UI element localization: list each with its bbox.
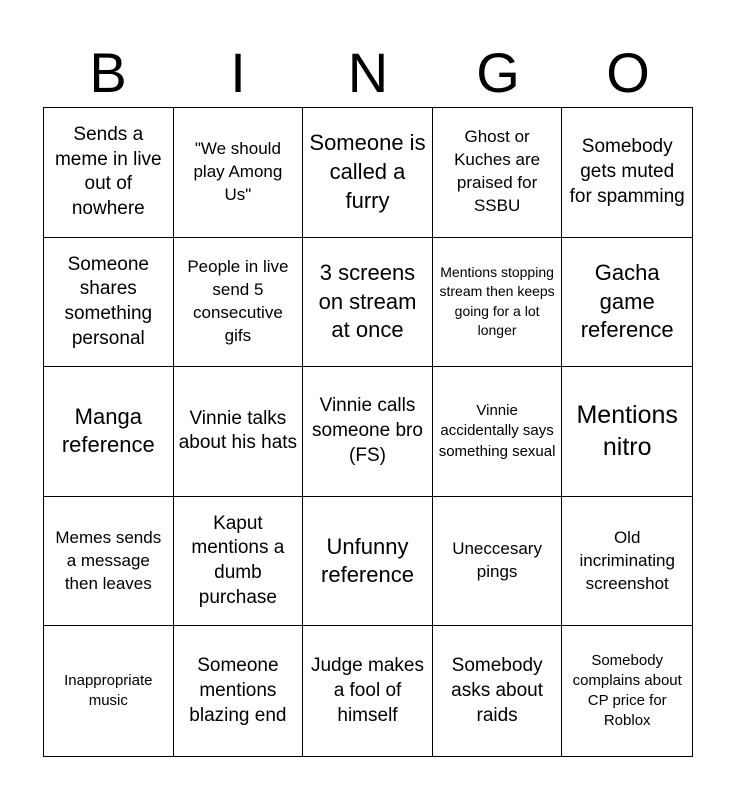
- bingo-cell[interactable]: Vinnie talks about his hats: [174, 367, 304, 497]
- header-letter-i: I: [230, 41, 246, 104]
- header-letter-g: G: [476, 41, 520, 104]
- bingo-header: [43, 40, 693, 106]
- bingo-cell[interactable]: Someone is called a furry: [303, 108, 433, 238]
- bingo-cell[interactable]: Vinnie calls someone bro (FS): [303, 367, 433, 497]
- bingo-cell[interactable]: Manga reference: [44, 367, 174, 497]
- bingo-cell[interactable]: Mentions nitro: [562, 367, 692, 497]
- bingo-cell[interactable]: Somebody complains about CP price for Roblox: [572, 651, 682, 730]
- bingo-cell[interactable]: Someone shares something personal: [44, 238, 174, 368]
- bingo-cell[interactable]: People in live send 5 consecutive gifs: [174, 238, 304, 368]
- bingo-cell[interactable]: Old incriminating screenshot: [562, 497, 692, 627]
- bingo-cell[interactable]: 3 screens on stream at once: [303, 238, 433, 368]
- header-letter-b: B: [89, 41, 127, 104]
- bingo-cell[interactable]: Gacha game reference: [562, 238, 692, 368]
- bingo-cell[interactable]: Judge makes a fool of himself: [303, 626, 433, 756]
- bingo-cell[interactable]: Somebody gets muted for spamming: [562, 108, 692, 238]
- bingo-cell[interactable]: Mentions stopping stream then keeps going for a lot longer: [433, 238, 563, 368]
- bingo-cell[interactable]: Inappropriate music: [44, 626, 174, 756]
- bingo-cell[interactable]: "We should play Among Us": [174, 108, 304, 238]
- header-letter-o: O: [606, 41, 650, 104]
- bingo-cell[interactable]: Kaput mentions a dumb purchase: [174, 497, 304, 627]
- header-letter-n: N: [347, 41, 389, 104]
- bingo-cell[interactable]: Memes sends a message then leaves: [44, 497, 174, 627]
- bingo-cell[interactable]: Vinnie accidentally says something sexual: [433, 367, 563, 497]
- bingo-cell[interactable]: Sends a meme in live out of nowhere: [44, 108, 174, 238]
- bingo-cell[interactable]: Ghost or Kuches are praised for SSBU: [433, 108, 563, 238]
- bingo-cell[interactable]: Unfunny reference: [303, 497, 433, 627]
- bingo-cell[interactable]: Uneccesary pings: [433, 497, 563, 627]
- bingo-cell[interactable]: Someone mentions blazing end: [174, 626, 304, 756]
- bingo-cell[interactable]: Somebody asks about raids: [433, 626, 563, 756]
- bingo-board: [43, 107, 693, 757]
